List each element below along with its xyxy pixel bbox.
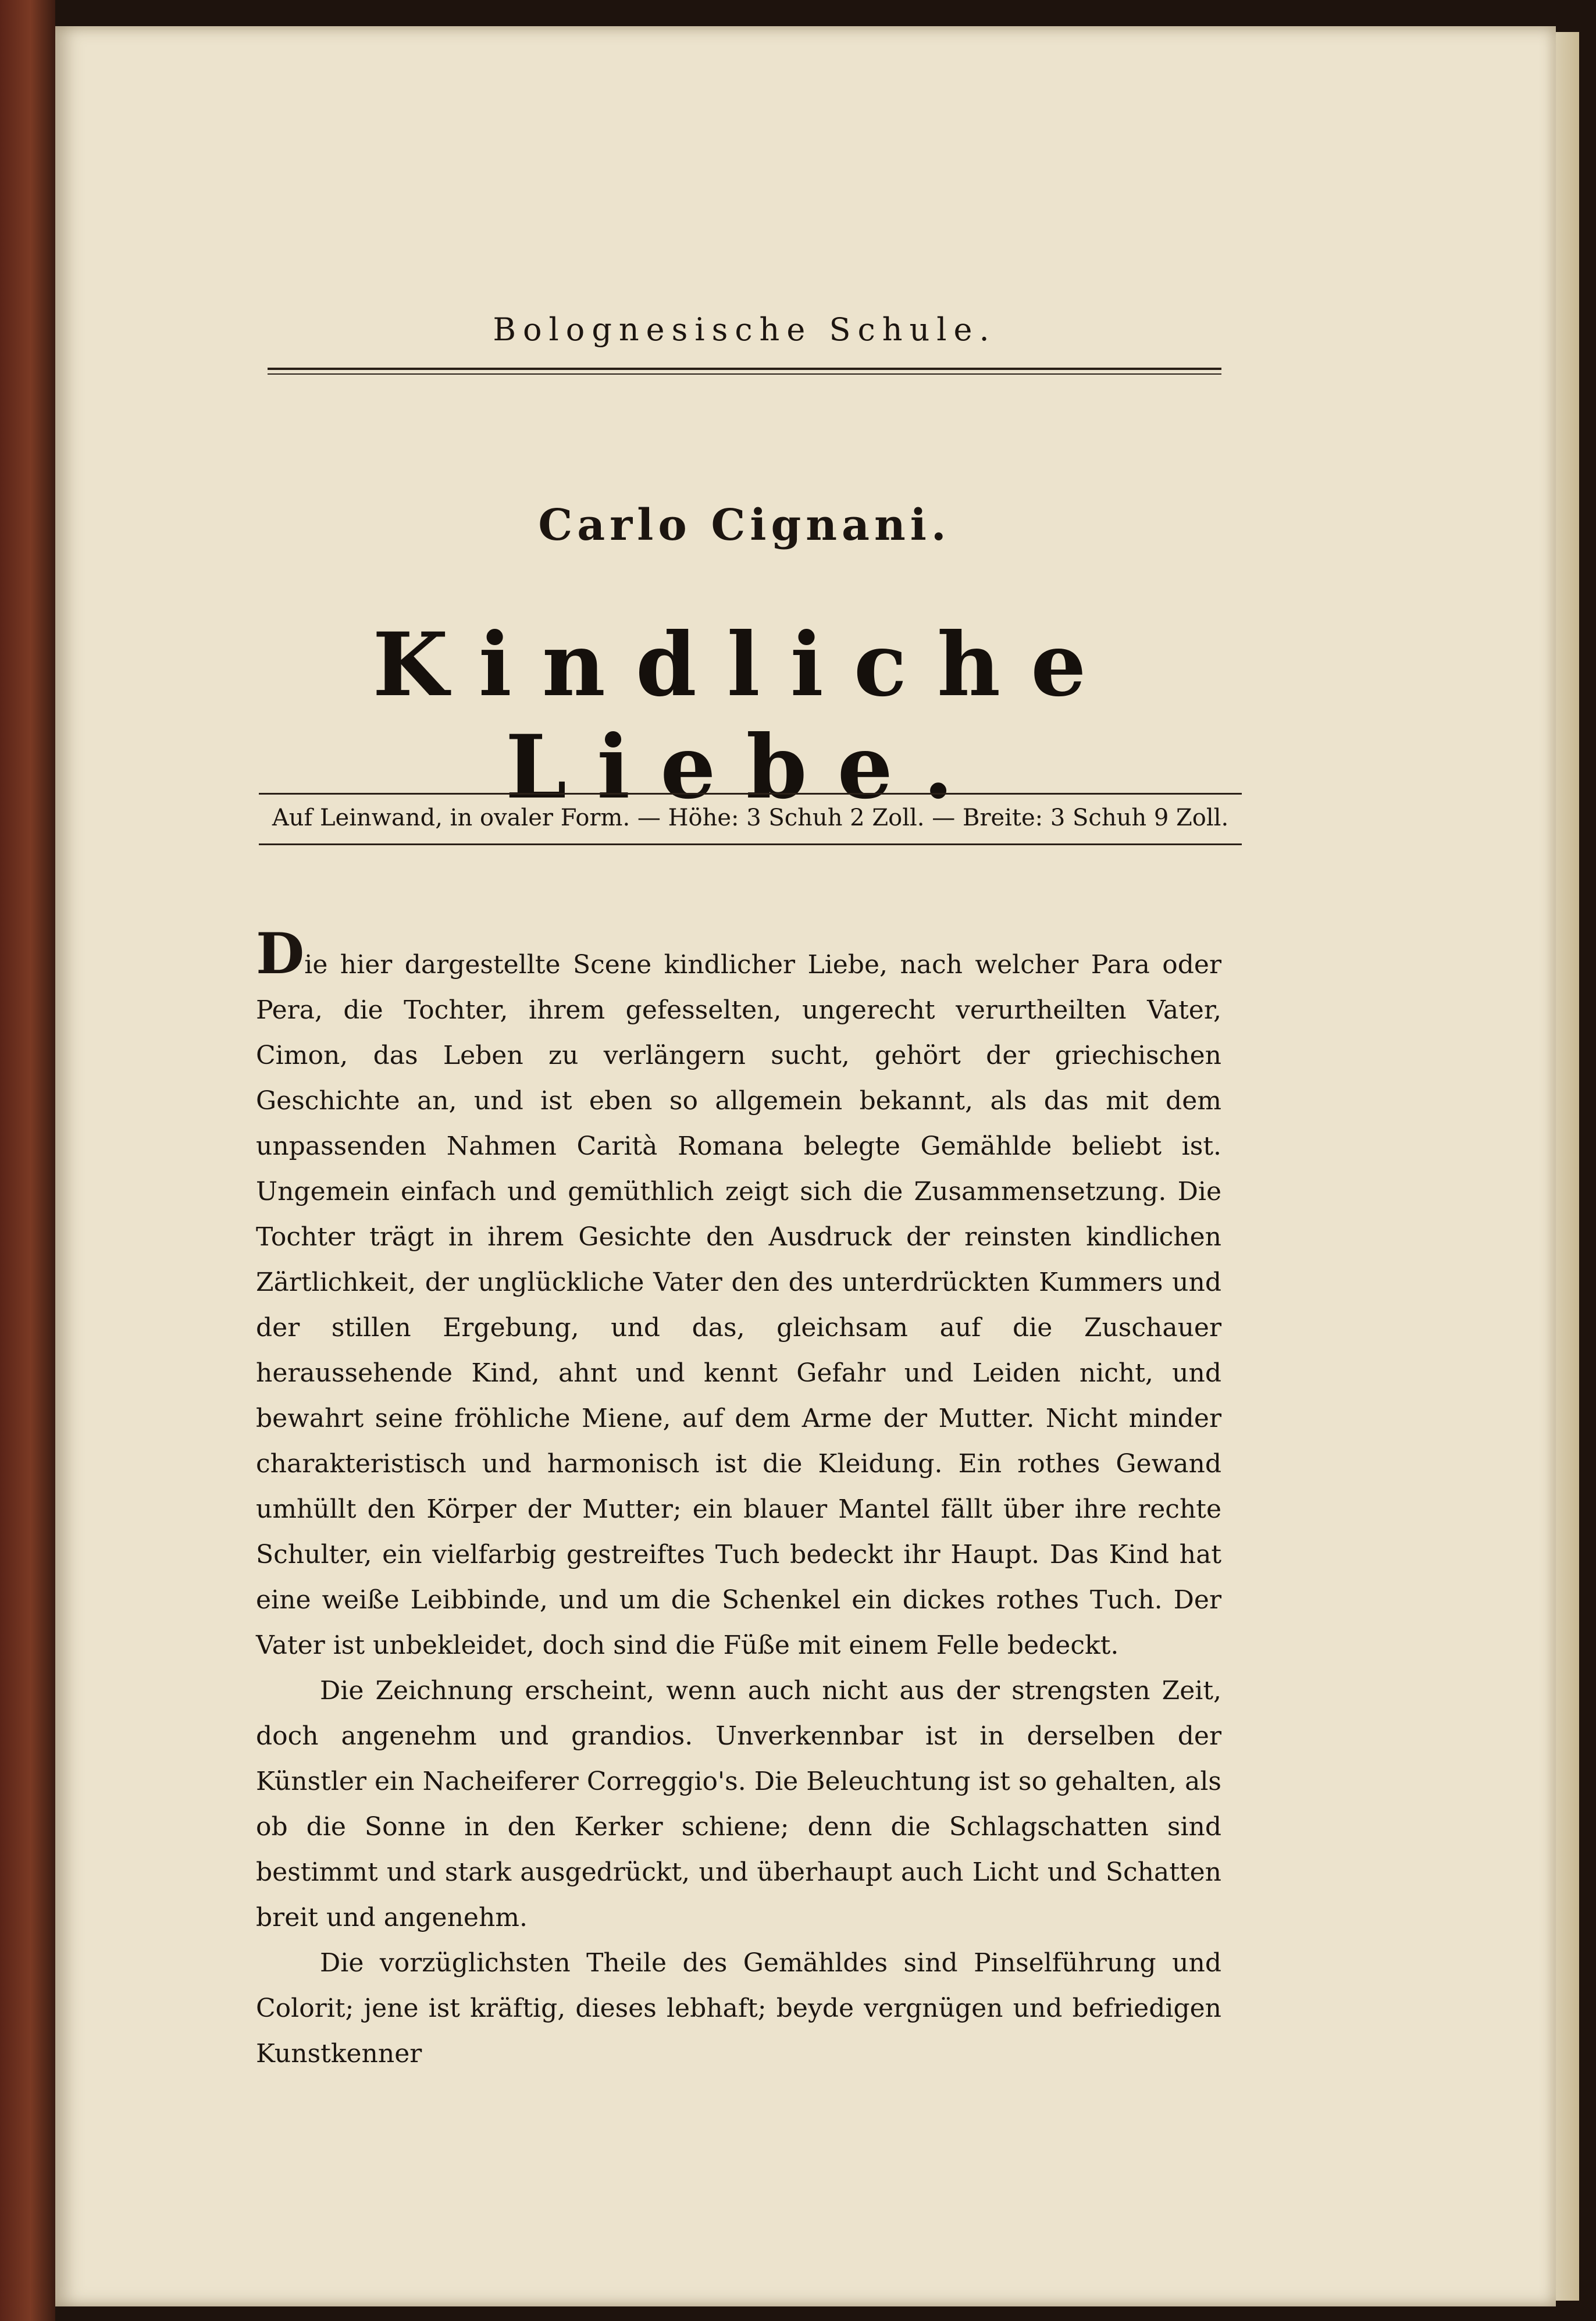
- painting-title: Kindliche Liebe.: [372, 614, 1117, 818]
- page-stack-edge: [1556, 32, 1579, 2301]
- drop-cap: D: [256, 921, 305, 987]
- paragraph-1-text: ie hier dargestellte Scene kindlicher Liebe, nach welcher Para oder Pera, die Tochter, ihrem gefesselten, ungerecht verurtheilten Vater, Cimon, das Leben zu verlängern sucht, gehört der griechischen Geschichte an, und ist eben so allgemein bekannt, als das mit dem unpassenden Nahmen Carità Romana belegte Gemählde beliebt ist. Ungemein einfach und gemüthlich zeigt sich die Zusammensetzung. Die Tochter trägt in ihrem Gesichte den Ausdruck der reinsten kindlichen Zärtlichkeit, der unglückliche Vater den des unterdrückten Kummers und der stillen Ergebung, und das, gleichsam auf die Zuschauer heraussehende Kind, ahnt und kennt Gefahr und Leiden nicht, und bewahrt seine fröhliche Miene, auf dem Arme der Mutter. Nicht minder charakteristisch und harmonisch ist die Kleidung. Ein rothes Gewand umhüllt den Körper der Mutter; ein blauer Mantel fällt über ihre rechte Schulter, ein vielfarbig gestreiftes Tuch bedeckt ihr Haupt. Das Kind hat eine weiße Leibbinde, und um die Schenkel ein dickes rothes Tuch. Der Vater ist unbekleidet, doch sind die Füße mit einem Felle bedeckt.: [256, 950, 1221, 1660]
- paragraph-3: Die vorzüglichsten Theile des Gemähldes sind Pinselführung und Colorit; jene ist kräftig, dieses lebhaft; beyde vergnügen und befriedigen Kunstkenner: [256, 1948, 1221, 2069]
- dimensions-bottom-rule: [259, 843, 1242, 845]
- paragraph-2: Die Zeichnung erscheint, wenn auch nicht aus der strengsten Zeit, doch angenehm und grandios. Unverkennbar ist in derselben der Künstler ein Nacheiferer Correggio's. Die Beleuchtung ist so gehalten, als ob die Sonne in den Kerker schiene; denn die Schlagschatten sind bestimmt und stark ausgedrückt, und überhaupt auch Licht und Schatten breit und angenehm.: [256, 1676, 1221, 1932]
- school-heading: Bolognesische Schule.: [493, 311, 996, 348]
- heading-double-rule: [268, 368, 1221, 375]
- artist-name: Carlo Cignani.: [538, 500, 951, 550]
- dimensions-top-rule: [259, 793, 1242, 795]
- book-binding-edge: [0, 0, 55, 2321]
- body-text: [256, 921, 1221, 2077]
- paragraph-1: [256, 921, 1221, 1668]
- painting-dimensions: Auf Leinwand, in ovaler Form. — Höhe: 3 Schuh 2 Zoll. — Breite: 3 Schuh 9 Zoll.: [272, 804, 1229, 831]
